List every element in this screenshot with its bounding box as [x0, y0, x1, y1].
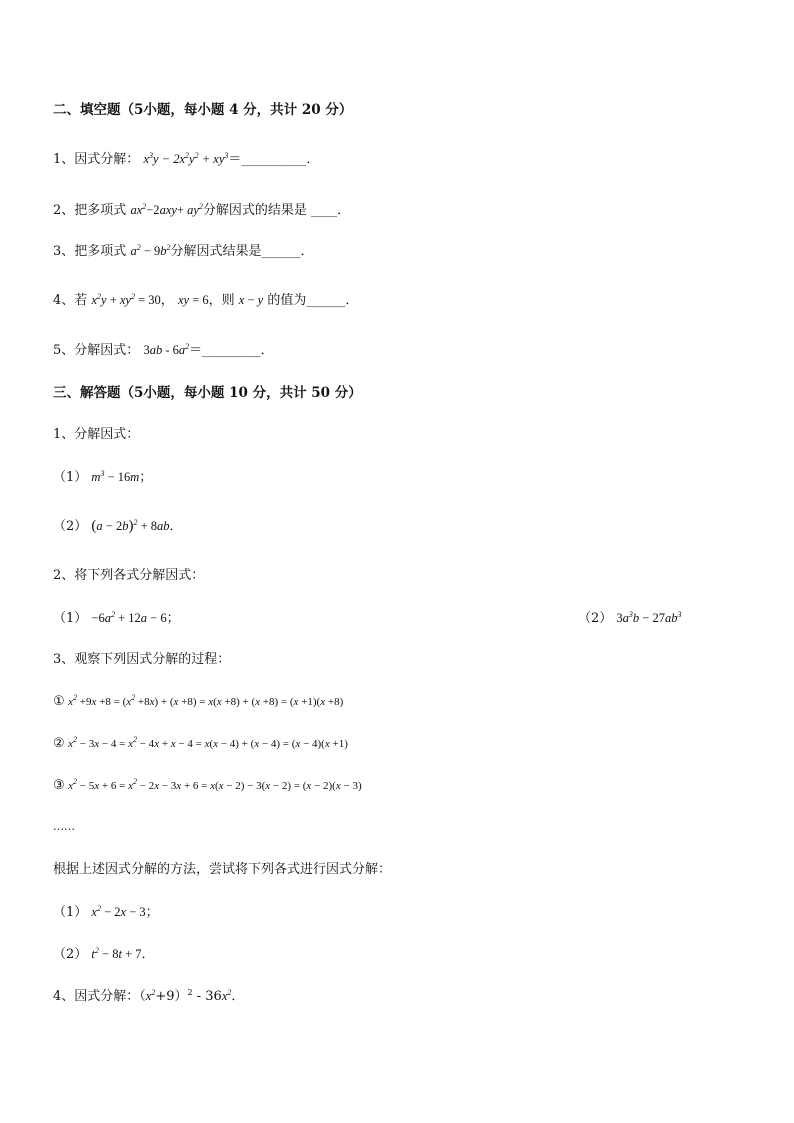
example-1 — [53, 693, 343, 711]
math-expression: $x^2 - 3x - 4 = x^2 - 4x + x - 4 = x(x - 4) + (x - 4) = (x - 4)(x +1)$ — [68, 735, 348, 750]
answer-blank[interactable]: ______． — [306, 293, 359, 308]
math-expression: $m^3 - 16m$ — [91, 469, 140, 484]
math-expression: $a^2 - 9b^2$ — [130, 243, 171, 258]
solve-question-2: 2、将下列各式分解因式： — [53, 568, 205, 583]
math-expression: $-6a^2 + 12a - 6$ — [91, 610, 167, 625]
math-expression: $x^2y + xy^2 = 30$ — [91, 292, 161, 307]
math-expression: $(a - 2b)^2 + 8ab$ — [91, 518, 170, 534]
solve-question-3-part-2: （2） $t^2 - 8t + 7$． — [53, 946, 155, 962]
math-expression: $x^3y - 2x^2y^2 + xy^3$ — [143, 151, 229, 166]
answer-blank[interactable]: ____． — [311, 203, 351, 218]
solve-question-2-part-2: （2） $3a^3b - 27ab^3$ — [578, 610, 682, 626]
math-expression: $x^2 - 2x - 3$ — [91, 904, 146, 919]
math-expression: $3a^3b - 27ab^3$ — [616, 610, 682, 625]
fill-question-3: 3、把多项式 $a^2 - 9b^2$分解因式结果是______． — [53, 243, 314, 259]
circled-two-marker: ② — [53, 736, 65, 751]
ellipsis: …… — [53, 820, 75, 833]
fill-question-4: 4、若 $x^2y + xy^2 = 30$， xy = 6，则 x − y 的值为______． — [53, 292, 359, 308]
math-expression: $x^2$ — [145, 988, 156, 1003]
math-expression: $t^2 - 8t + 7$ — [91, 946, 142, 961]
math-expression: xy = 6 — [177, 293, 209, 307]
fill-question-5: 5、分解因式： $3ab - 6a^2=\_\_\_\_\_\_\_\_\_$． — [53, 342, 274, 358]
circled-one-marker: ① — [53, 694, 65, 709]
solve-question-1: 1、分解因式： — [53, 427, 140, 442]
fill-section-title: 二、填空题（5小题，每小题 4 分，共计 20 分） — [53, 102, 353, 118]
solve-question-1-part-1: （1） $m^3 - 16m$； — [53, 469, 153, 485]
answer-blank[interactable]: ＝_________． — [189, 343, 274, 358]
solve-question-3: 3、观察下列因式分解的过程： — [53, 652, 231, 667]
answer-blank[interactable]: ______． — [261, 244, 314, 259]
circled-three-marker: ③ — [53, 778, 65, 793]
math-expression: $x^2 - 5x + 6 = x^2 - 2x - 3x + 6 = x(x - 2) - 3(x - 2) = (x - 2)(x - 3)$ — [68, 777, 362, 792]
solve-section-title: 三、解答题（5小题，每小题 10 分，共计 50 分） — [53, 385, 362, 401]
fill-question-2: 2、把多项式 $ax^2-2axy+ ay^2$分解因式的结果是 ____． — [53, 202, 351, 218]
example-3 — [53, 777, 362, 795]
answer-blank[interactable]: ＝__________． — [228, 152, 320, 167]
math-expression: $x^2 +9x +8 = (x^2 +8x) + (x +8) = x(x +8) + (x +8) = (x +1)(x +8)$ — [68, 693, 344, 708]
instruction-text: 根据上述因式分解的方法，尝试将下列各式进行因式分解： — [53, 862, 392, 877]
solve-question-3-part-1: （1） $x^2 - 2x - 3$； — [53, 904, 159, 920]
math-expression: $ax^2-2axy+ ay^2$ — [130, 202, 203, 217]
solve-question-1-part-2: （2） $(a - 2b)^2 + 8ab$． — [53, 518, 183, 534]
example-2 — [53, 735, 348, 753]
fill-question-1: 1、因式分解： $x^3y - 2x^2y^2$ + $xy^3=\_\_\_\_\_\_\_\_\_\_$． — [53, 151, 320, 167]
math-expression: x − y — [238, 293, 264, 307]
math-expression: $3ab - 6a^2$ — [143, 342, 190, 357]
math-expression: $x^2$ — [221, 988, 232, 1003]
solve-question-4: 4、因式分解：$(x^2+9)^2 - 36x^2$． — [53, 988, 245, 1004]
solve-question-2-part-1: $(1) -6a^2 + 12a - 6$； — [53, 610, 180, 626]
